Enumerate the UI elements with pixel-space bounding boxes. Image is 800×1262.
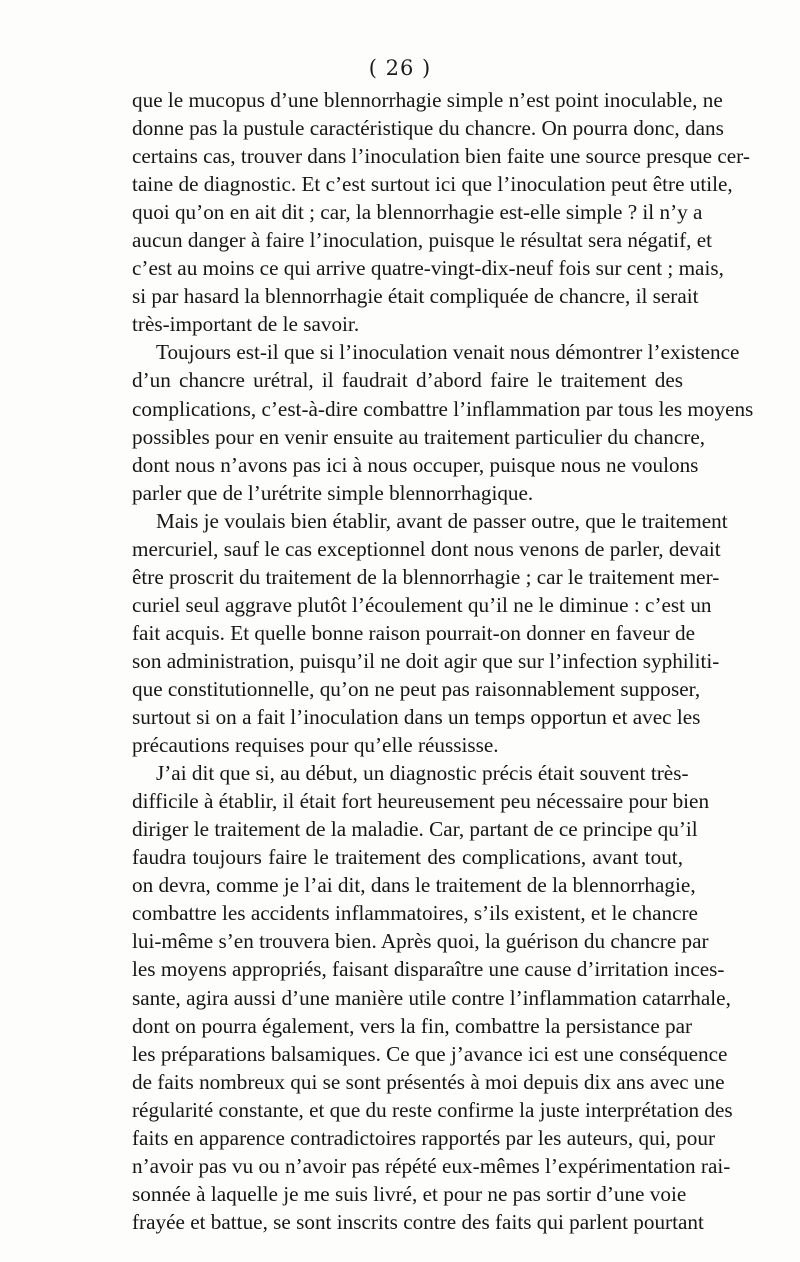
text-line: n’avoir pas vu ou n’avoir pas répété eux-mêmes l’expérimentation rai-: [132, 1153, 731, 1178]
text-line: aucun danger à faire l’inoculation, puisque le résultat sera négatif, et: [132, 228, 713, 253]
text-line: très-important de le savoir.: [132, 312, 360, 337]
text-line: son administration, puisqu’il ne doit agir que sur l’infection syphiliti-: [132, 648, 720, 673]
text-line: possibles pour en venir ensuite au traitement particulier du chancre,: [132, 424, 706, 449]
body-text: [132, 86, 754, 1236]
text-line: de faits nombreux qui se sont présentés à moi depuis dix ans avec une: [132, 1069, 725, 1094]
page-number: ( 26 ): [368, 56, 432, 80]
text-line: diriger le traitement de la maladie. Car, partant de ce principe qu’il: [132, 817, 698, 842]
text-line: parler que de l’urétrite simple blennorrhagique.: [132, 480, 534, 505]
text-line: curiel seul aggrave plutôt l’écoulement qu’il ne le diminue : c’est un: [132, 592, 712, 617]
text-line: faits en apparence contradictoires rapportés par les auteurs, qui, pour: [132, 1125, 716, 1150]
text-line: d’un chancre urétral, il faudrait d’abord faire le traitement des: [132, 368, 683, 393]
text-line: on devra, comme je l’ai dit, dans le traitement de la blennorrhagie,: [132, 873, 696, 898]
text-line: surtout si on a fait l’inoculation dans un temps opportun et avec les: [132, 705, 701, 730]
text-line: que constitutionnelle, qu’on ne peut pas raisonnablement supposer,: [132, 676, 701, 701]
text-line: J’ai dit que si, au début, un diagnostic précis était souvent très-: [156, 761, 689, 786]
text-line: lui-même s’en trouvera bien. Après quoi, la guérison du chancre par: [132, 929, 709, 954]
text-line: que le mucopus d’une blennorrhagie simple n’est point inoculable, ne: [132, 88, 723, 112]
text-line: les préparations balsamiques. Ce que j’avance ici est une conséquence: [132, 1041, 728, 1066]
paragraph-1: [132, 86, 750, 338]
paragraph-3: [132, 507, 728, 759]
text-line: dont on pourra également, vers la fin, combattre la persistance par: [132, 1013, 693, 1038]
text-line: être proscrit du traitement de la blennorrhagie ; car le traitement mer-: [132, 564, 720, 589]
text-line: certains cas, trouver dans l’inoculation bien faite une source presque cer-: [132, 144, 750, 169]
text-line: Mais je voulais bien établir, avant de passer outre, que le traitement: [156, 508, 728, 533]
text-line: combattre les accidents inflammatoires, s’ils existent, et le chancre: [132, 901, 698, 926]
text-line: sante, agira aussi d’une manière utile contre l’inflammation catarrhale,: [132, 985, 731, 1010]
paragraph-2: [132, 338, 754, 506]
text-line: difficile à établir, il était fort heureusement peu nécessaire pour bien: [132, 789, 710, 814]
text-line: taine de diagnostic. Et c’est surtout ici que l’inoculation peut être utile,: [132, 172, 733, 197]
text-line: donne pas la pustule caractéristique du chancre. On pourra donc, dans: [132, 116, 724, 141]
paragraph-4: [132, 759, 733, 1236]
text-line: complications, c’est-à-dire combattre l’inflammation par tous les moyens: [132, 396, 754, 421]
text-line: régularité constante, et que du reste confirme la juste interprétation des: [132, 1097, 733, 1122]
text-line: sonnée à laquelle je me suis livré, et pour ne pas sortir d’une voie: [132, 1181, 687, 1206]
text-line: les moyens appropriés, faisant disparaître une cause d’irritation inces-: [132, 957, 725, 982]
text-line: dont nous n’avons pas ici à nous occuper, puisque nous ne voulons: [132, 452, 699, 477]
text-line: si par hasard la blennorrhagie était compliquée de chancre, il serait: [132, 284, 699, 309]
text-line: quoi qu’on en ait dit ; car, la blennorrhagie est-elle simple ? il n’y a: [132, 200, 703, 225]
text-line: fait acquis. Et quelle bonne raison pourrait-on donner en faveur de: [132, 620, 696, 645]
text-line: Toujours est-il que si l’inoculation venait nous démontrer l’existence: [156, 340, 740, 365]
text-line: c’est au moins ce qui arrive quatre-vingt-dix-neuf fois sur cent ; mais,: [132, 256, 724, 281]
text-line: précautions requises pour qu’elle réussisse.: [132, 733, 499, 758]
text-line: mercuriel, sauf le cas exceptionnel dont nous venons de parler, devait: [132, 536, 721, 561]
text-line: faudra toujours faire le traitement des complications, avant tout,: [132, 845, 683, 870]
text-line: frayée et battue, se sont inscrits contre des faits qui parlent pourtant: [132, 1209, 704, 1234]
